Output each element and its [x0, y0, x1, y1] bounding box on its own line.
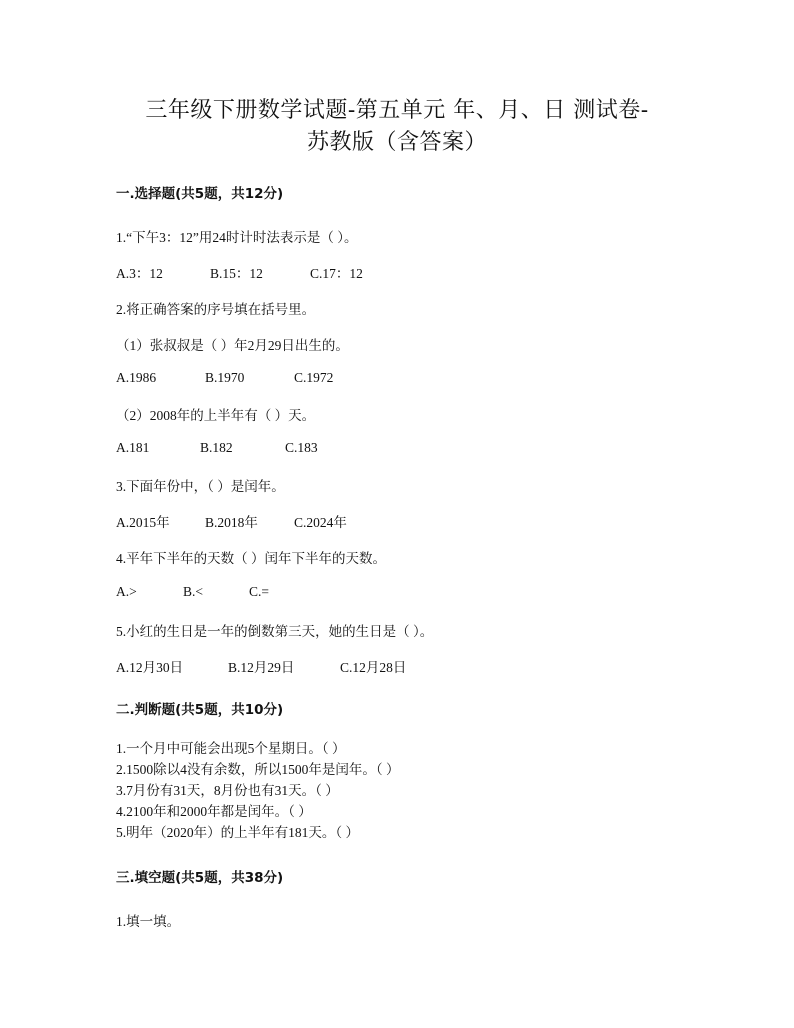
option-a: A.> [116, 584, 137, 599]
option-b: B.2018年 [205, 515, 258, 530]
list-item: 5.明年（2020年）的上半年有181天。（ ） [116, 825, 359, 840]
list-item: 4.2100年和2000年都是闰年。（ ） [116, 804, 312, 819]
question-1: 1.“下午3：12”用24时计时法表示是（ ）。 [116, 230, 358, 245]
option-a: A.181 [116, 440, 150, 455]
title-line-2: 苏教版（含答案） [306, 130, 487, 155]
option-c: C.= [249, 584, 269, 599]
option-b: B.12月29日 [228, 660, 295, 675]
question-4-options [116, 584, 269, 600]
list-item: 2.1500除以4没有余数，所以1500年是闰年。（ ） [116, 762, 400, 777]
question-5-options [116, 656, 406, 676]
option-c: C.2024年 [294, 515, 347, 530]
question-2: 2.将正确答案的序号填在括号里。 [116, 302, 316, 317]
list-item: 1.一个月中可能会出现5个星期日。（ ） [116, 741, 346, 756]
section-heading-fill: 三.填空题(共5题，共38分) [116, 870, 284, 886]
option-b: B.15：12 [210, 266, 263, 281]
judge-list [116, 738, 400, 843]
question-3: 3.下面年份中，（ ）是闰年。 [116, 479, 285, 494]
title-line-1: 三年级下册数学试题-第五单元 年、月、日 测试卷- [145, 98, 649, 123]
fill-question-1: 1.填一填。 [116, 914, 181, 929]
option-b: B.1970 [205, 370, 245, 385]
question-5: 5.小红的生日是一年的倒数第三天，她的生日是（ ）。 [116, 624, 434, 639]
option-a: A.1986 [116, 370, 157, 385]
option-c: C.1972 [294, 370, 334, 385]
question-2-sub-1: （1）张叔叔是（ ）年2月29日出生的。 [116, 338, 349, 353]
question-3-options [116, 511, 347, 531]
option-c: C.17：12 [310, 266, 363, 281]
question-1-options [116, 262, 363, 282]
question-2-sub-1-options [116, 370, 333, 386]
option-a: A.3：12 [116, 266, 163, 281]
question-4: 4.平年下半年的天数（ ）闰年下半年的天数。 [116, 551, 386, 566]
option-c: C.12月28日 [340, 660, 407, 675]
section-heading-choice: 一.选择题(共5题，共12分) [116, 186, 284, 202]
option-c: C.183 [285, 440, 318, 455]
option-b: B.< [183, 584, 203, 599]
list-item: 3.7月份有31天，8月份也有31天。（ ） [116, 783, 339, 798]
section-heading-judge: 二.判断题(共5题，共10分) [116, 702, 284, 718]
option-a: A.12月30日 [116, 660, 184, 675]
option-b: B.182 [200, 440, 233, 455]
option-a: A.2015年 [116, 515, 170, 530]
question-2-sub-2-options [116, 440, 318, 456]
question-2-sub-2: （2）2008年的上半年有（ ）天。 [116, 408, 316, 423]
